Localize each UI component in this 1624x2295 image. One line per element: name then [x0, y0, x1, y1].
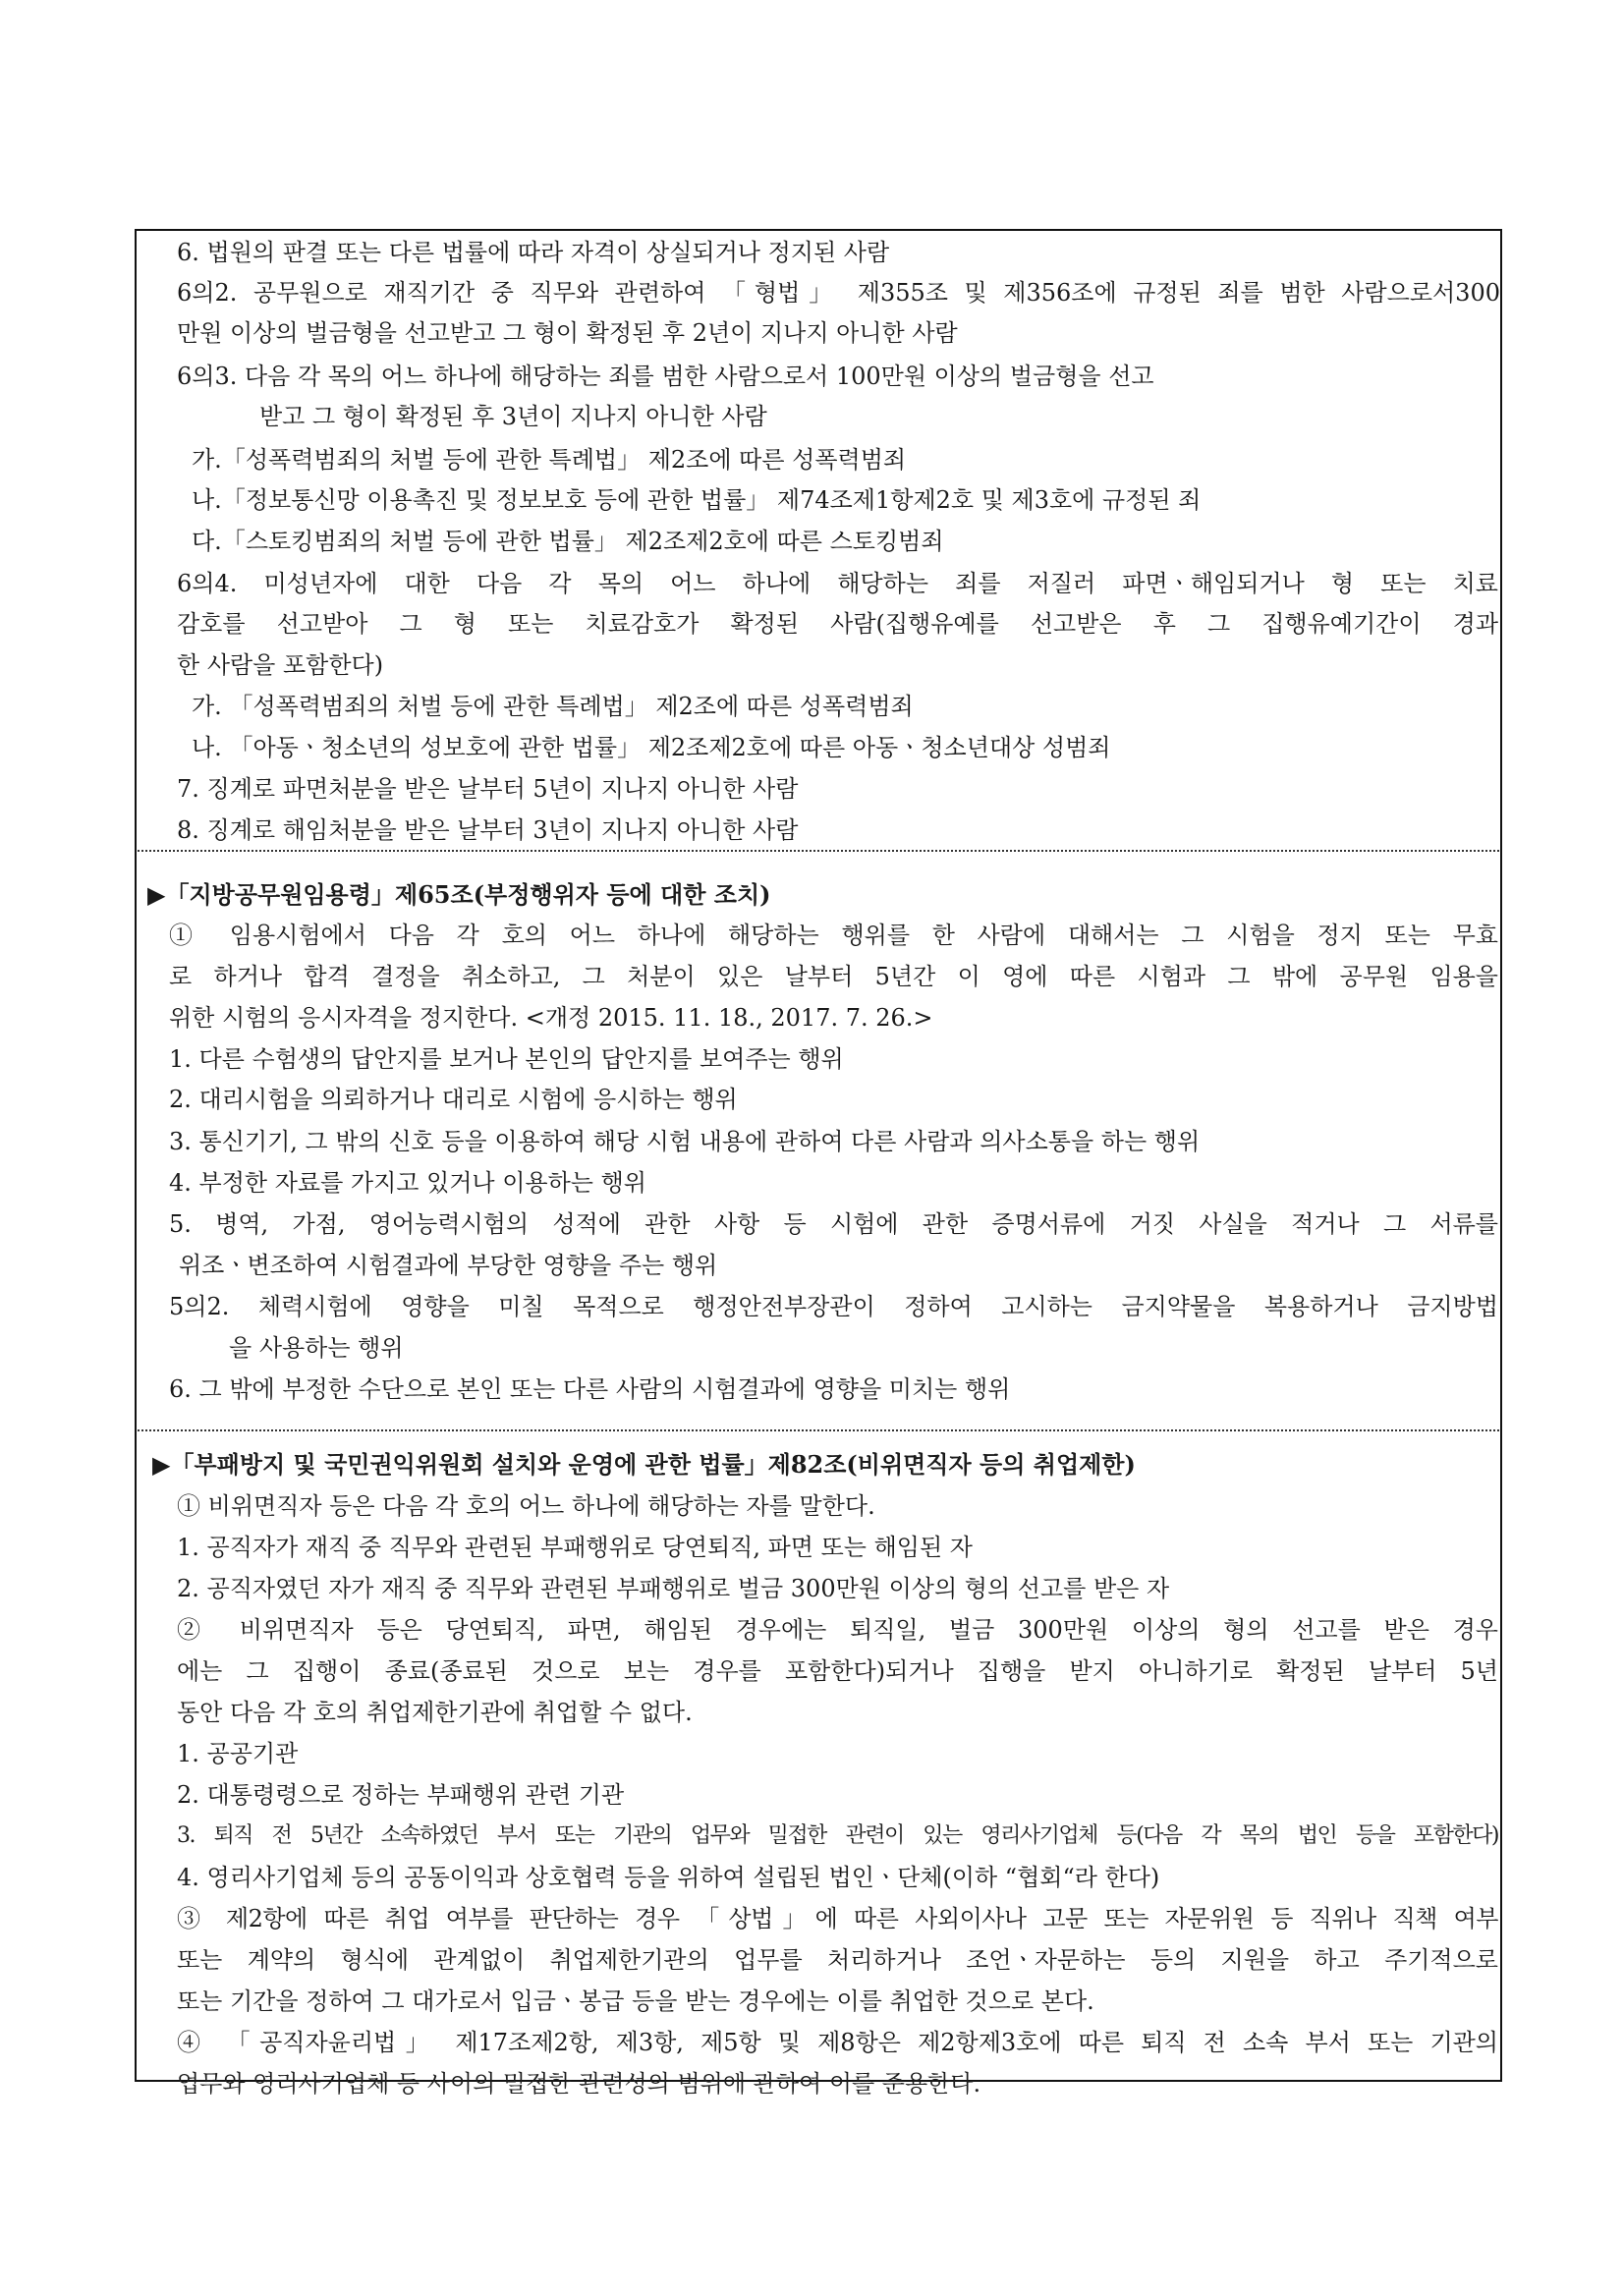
text-line: 1. 공공기관 [177, 1740, 299, 1767]
section-heading: ▶「지방공무원임용령」제65조(부정행위자 등에 대한 조치) [147, 880, 771, 909]
text-line: 2. 공직자였던 자가 재직 중 직무와 관련된 부패행위로 벌금 300만원 이상의 형의 선고를 받은 자 [177, 1575, 1170, 1602]
text-line: 4. 영리사기업체 등의 공동이익과 상호협력 등을 위하여 설립된 법인ㆍ단체(이하 “협회“라 한다) [177, 1864, 1160, 1891]
text-line: 3. 통신기기, 그 밖의 신호 등을 이용하여 해당 시험 내용에 관하여 다른 사람과 의사소통을 하는 행위 [169, 1128, 1201, 1155]
text-line: ① 비위면직자 등은 다음 각 호의 어느 하나에 해당하는 자를 말한다. [177, 1492, 875, 1520]
text-line: ③ 제2항에 따른 취업 여부를 판단하는 경우 「상법」에 따른 사외이사나 고문 또는 자문위원 등 직위나 직책 여부 [177, 1905, 1498, 1932]
text-line: 동안 다음 각 호의 취업제한기관에 취업할 수 없다. [177, 1699, 693, 1726]
text-line: 2. 대통령령으로 정하는 부패행위 관련 기관 [177, 1781, 625, 1809]
dotted-separator [138, 850, 1499, 852]
dotted-separator [138, 1429, 1499, 1431]
text-line: 감호를 선고받아 그 형 또는 치료감호가 확정된 사람(집행유예를 선고받은 후 그 집행유예기간이 경과 [177, 610, 1498, 638]
text-line: 또는 기간을 정하여 그 대가로서 입금ㆍ봉급 등을 받는 경우에는 이를 취업한 것으로 본다. [177, 1987, 1094, 2015]
text-line: 한 사람을 포함한다) [177, 651, 384, 679]
text-line: 6. 그 밖에 부정한 수단으로 본인 또는 다른 사람의 시험결과에 영향을 미치는 행위 [169, 1375, 1011, 1403]
text-line: 1. 다른 수험생의 답안지를 보거나 본인의 답안지를 보여주는 행위 [169, 1045, 844, 1073]
text-line: 다.「스토킹범죄의 처벌 등에 관한 법률」 제2조제2호에 따른 스토킹범죄 [192, 528, 944, 555]
text-line: 8. 징계로 해임처분을 받은 날부터 3년이 지나지 아니한 사람 [177, 816, 799, 844]
text-line: 6. 법원의 판결 또는 다른 법률에 따라 자격이 상실되거나 정지된 사람 [177, 239, 890, 266]
text-line: 나. 「아동ㆍ청소년의 성보호에 관한 법률」 제2조제2호에 따른 아동ㆍ청소년대상 성범죄 [192, 734, 1111, 761]
text-line: 나.「정보통신망 이용촉진 및 정보보호 등에 관한 법률」 제74조제1항제2호 및 제3호에 규정된 죄 [192, 486, 1202, 514]
text-line: 또는 계약의 형식에 관계없이 취업제한기관의 업무를 처리하거나 조언ㆍ자문하는 등의 지원을 하고 주기적으로 [177, 1946, 1498, 1974]
text-line: 4. 부정한 자료를 가지고 있거나 이용하는 행위 [169, 1169, 646, 1197]
text-line: 받고 그 형이 확정된 후 3년이 지나지 아니한 사람 [259, 403, 767, 430]
text-line: 위한 시험의 응시자격을 정지한다. <개정 2015. 11. 18., 2017. 7. 26.> [169, 1004, 933, 1032]
text-line: 6의3. 다음 각 목의 어느 하나에 해당하는 죄를 범한 사람으로서 100만원 이상의 벌금형을 선고 [177, 363, 1154, 390]
text-line: 을 사용하는 행위 [229, 1334, 404, 1362]
text-line: 5의2. 체력시험에 영향을 미칠 목적으로 행정안전부장관이 정하여 고시하는 금지약물을 복용하거나 금지방법 [169, 1293, 1498, 1320]
text-line: 6의2. 공무원으로 재직기간 중 직무와 관련하여 「형법」 제355조 및 제356조에 규정된 죄를 범한 사람으로서300 [177, 279, 1500, 307]
section-heading: ▶「부패방지 및 국민권익위원회 설치와 운영에 관한 법률」제82조(비위면직자 등의 취업제한) [152, 1450, 1136, 1479]
text-line: 7. 징계로 파면처분을 받은 날부터 5년이 지나지 아니한 사람 [177, 775, 799, 803]
text-line: 6의4. 미성년자에 대한 다음 각 목의 어느 하나에 해당하는 죄를 저질러 파면ㆍ해임되거나 형 또는 치료 [177, 570, 1498, 597]
text-line: ① 임용시험에서 다음 각 호의 어느 하나에 해당하는 행위를 한 사람에 대해서는 그 시험을 정지 또는 무효 [169, 922, 1498, 949]
text-line: 가. 「성폭력범죄의 처벌 등에 관한 특례법」 제2조에 따른 성폭력범죄 [192, 693, 914, 720]
text-line: 5. 병역, 가점, 영어능력시험의 성적에 관한 사항 등 시험에 관한 증명서류에 거짓 사실을 적거나 그 서류를 [169, 1210, 1498, 1238]
text-line: 만원 이상의 벌금형을 선고받고 그 형이 확정된 후 2년이 지나지 아니한 사람 [177, 319, 958, 347]
text-line: 1. 공직자가 재직 중 직무와 관련된 부패행위로 당연퇴직, 파면 또는 해임된 자 [177, 1534, 973, 1561]
text-line: 위조ㆍ변조하여 시험결과에 부당한 영향을 주는 행위 [179, 1252, 718, 1279]
text-line: ④ 「공직자윤리법」 제17조제2항, 제3항, 제5항 및 제8항은 제2항제3호에 따른 퇴직 전 소속 부서 또는 기관의 [177, 2029, 1498, 2056]
text-line: 에는 그 집행이 종료(종료된 것으로 보는 경우를 포함한다)되거나 집행을 받지 아니하기로 확정된 날부터 5년 [177, 1657, 1498, 1685]
text-line: 업무와 영리사기업체 등 사이의 밀접한 관련성의 범위에 관하여 이를 준용한다. [177, 2070, 981, 2098]
text-line: 2. 대리시험을 의뢰하거나 대리로 시험에 응시하는 행위 [169, 1086, 738, 1113]
text-line: 로 하거나 합격 결정을 취소하고, 그 처분이 있은 날부터 5년간 이 영에 따른 시험과 그 밖에 공무원 임용을 [169, 963, 1498, 990]
text-line: 가.「성폭력범죄의 처벌 등에 관한 특례법」 제2조에 따른 성폭력범죄 [192, 446, 907, 474]
text-line: ② 비위면직자 등은 당연퇴직, 파면, 해임된 경우에는 퇴직일, 벌금 300만원 이상의 형의 선고를 받은 경우 [177, 1616, 1498, 1644]
text-line: 3. 퇴직 전 5년간 소속하였던 부서 또는 기관의 업무와 밀접한 관련이 있는 영리사기업체 등(다음 각 목의 법인 등을 포함한다) [177, 1823, 1498, 1848]
